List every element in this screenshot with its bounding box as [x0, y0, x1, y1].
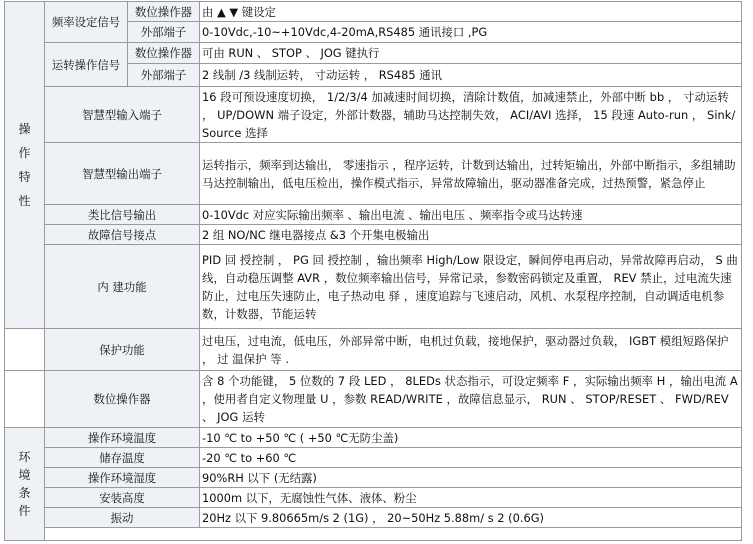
humidity-value: 90%RH 以下 (无结露)	[200, 468, 742, 488]
altitude-label: 安装高度	[45, 488, 200, 508]
storage-temp-label: 储存温度	[45, 448, 200, 468]
altitude-value: 1000m 以下，无腐蚀性气体、液体、粉尘	[200, 488, 742, 508]
freq-signal-keypad-label: 数位操作器	[128, 2, 200, 22]
run-signal-keypad-value: 可由 RUN 、 STOP 、 JOG 键执行	[200, 43, 742, 64]
humidity-label: 操作环境湿度	[45, 468, 200, 488]
protection-value: 过电压，过电流，低电压，外部异常中断，电机过负载，接地保护，驱动器过负载， IGBT 模组短路保护 ， 过 温保护 等 .	[200, 329, 742, 371]
table-bottom-filler	[45, 528, 742, 541]
run-signal-keypad-label: 数位操作器	[128, 43, 200, 64]
keypad-value: 含 8 个功能键， 5 位数的 7 段 LED ， 8LEDs 状态指示，可设定频率 F ，实际输出频率 H ，输出电流 A ，使用者自定义物理量 U ，参数 READ/WRITE ，故障信息显示， RUN 、 STOP/RESET 、 FWD/REV 、 JOG 运转	[200, 371, 742, 428]
op-temp-value: -10 ℃ to +50 ℃ ( +50 ℃无防尘盖)	[200, 428, 742, 448]
group-environment	[5, 428, 45, 541]
vibration-label: 振动	[45, 508, 200, 528]
smart-input-label: 智慧型输入端子	[45, 87, 200, 143]
keypad-label: 数位操作器	[45, 371, 200, 428]
run-signal-external-value: 2 线制 /3 线制运转， 寸动运转 ， RS485 通讯	[200, 64, 742, 87]
freq-signal-external-label: 外部端子	[128, 22, 200, 43]
builtin-value: PID 回 授控制 ， PG 回 授控制 ，输出频率 High/Low 限设定，瞬间停电再启动，异常故障再启动， S 曲线，自动稳压调整 AVR ，数位频率输出信号，异常记录，参数密码锁定及重置， REV 禁止，过电流失速防止，过电压失速防止，电子热动电 驿 ，速度追踪与飞速启动，风机、水泵程序控制，自动调适电机参数，计数器，节能运转	[200, 245, 742, 329]
smart-output-value: 运转指示，频率到达输出， 零速指示 ，程序运转，计数到达输出，过转矩输出，外部中断指示，多组辅助马达控制输出，低电压检出，操作模式指示，异常故障输出，驱动器准备完成，过热预警，紧急停止	[200, 143, 742, 205]
group-label-environment: 环境条件	[18, 450, 31, 518]
smart-input-value: 16 段可预设速度切换， 1/2/3/4 加减速时间切换，清除计数值，加减速禁止，外部中断 bb ， 寸动运转 ， UP/DOWN 端子设定，外部计数器，辅助马达控制失效， ACI/AVI 选择， 15 段速 Auto-run ， Sink/Source 选择	[200, 87, 742, 143]
fault-contact-value: 2 组 NO/NC 继电器接点 &3 个开集电极输出	[200, 225, 742, 245]
group-label-operation: 操作特性	[18, 122, 31, 208]
freq-signal-label: 频率设定信号	[45, 2, 128, 43]
fault-contact-label: 故障信号接点	[45, 225, 200, 245]
analog-output-label: 类比信号输出	[45, 205, 200, 225]
storage-temp-value: -20 ℃ to +60 ℃	[200, 448, 742, 468]
builtin-label: 内 建功能	[45, 245, 200, 329]
protection-label: 保护功能	[45, 329, 200, 371]
spec-table	[4, 1, 742, 541]
freq-signal-keypad-value: 由 ▲ ▼ 键设定	[200, 2, 742, 22]
run-signal-external-label: 外部端子	[128, 64, 200, 87]
group-operation	[5, 2, 45, 329]
run-signal-label: 运转操作信号	[45, 43, 128, 87]
freq-signal-external-value: 0-10Vdc,-10~+10Vdc,4-20mA,RS485 通讯接口 ,PG	[200, 22, 742, 43]
op-temp-label: 操作环境温度	[45, 428, 200, 448]
analog-output-value: 0-10Vdc 对应实际输出频率 、输出电流 、输出电压 、频率指令或马达转速	[200, 205, 742, 225]
vibration-value: 20Hz 以下 9.80665m/s 2 (1G) ， 20~50Hz 5.88m/ s 2 (0.6G)	[200, 508, 742, 528]
protection-group-spacer	[5, 329, 45, 371]
keypad-group-spacer	[5, 371, 45, 428]
smart-output-label: 智慧型输出端子	[45, 143, 200, 205]
